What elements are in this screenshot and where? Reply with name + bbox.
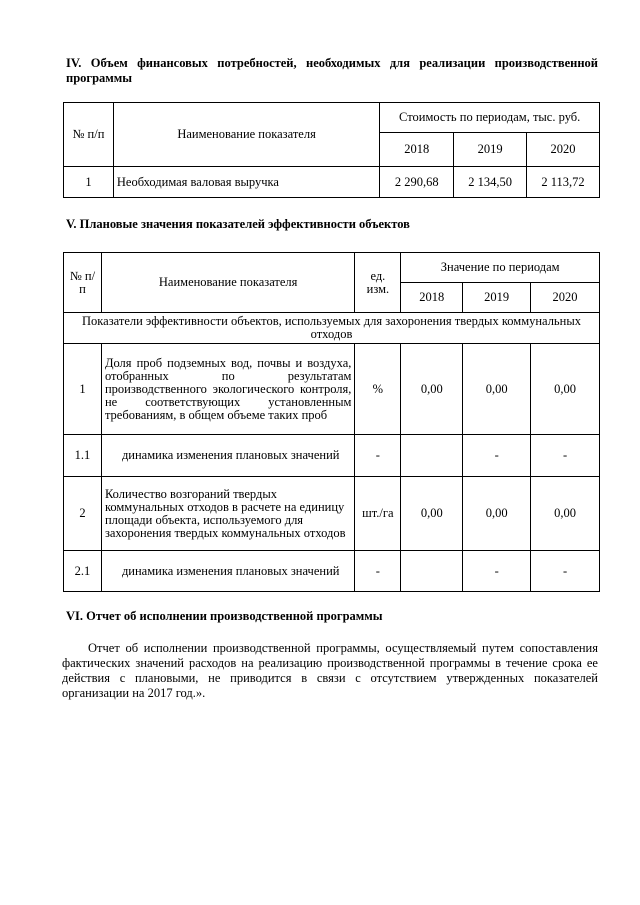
row-value: 2 113,72	[527, 167, 600, 198]
row-unit: %	[355, 344, 401, 435]
row-value	[401, 551, 463, 592]
header-cost: Стоимость по периодам, тыс. руб.	[380, 103, 600, 133]
row-value	[401, 435, 463, 477]
row-num: 1	[64, 167, 114, 198]
row-value: -	[463, 551, 531, 592]
table-row	[64, 477, 600, 551]
table-row	[64, 435, 600, 477]
efficiency-table	[63, 252, 600, 592]
row-value: -	[463, 435, 531, 477]
row-unit: -	[355, 435, 401, 477]
table-row	[64, 344, 600, 435]
report-paragraph: Отчет об исполнении производственной программы, осуществляемый путем сопоставления фактических значений расходов на реализацию производственной программы в течение срока ее действия с плановыми, не приводится в связи с отсутствием утвержденных показателей организации на 2017 год.».	[62, 641, 598, 700]
section-6-heading: VI. Отчет об исполнении производственной программы	[66, 609, 383, 623]
row-value: 0,00	[463, 344, 531, 435]
row-value: 0,00	[531, 344, 600, 435]
section-5-heading: V. Плановые значения показателей эффективности объектов	[66, 217, 410, 231]
header-year: 2020	[531, 283, 600, 313]
table-row	[64, 551, 600, 592]
header-name: Наименование показателя	[113, 103, 379, 167]
header-num: № п/п	[64, 253, 102, 313]
row-num: 1.1	[64, 435, 102, 477]
header-name: Наименование показателя	[101, 253, 354, 313]
row-value: 0,00	[531, 477, 600, 551]
row-value: 0,00	[401, 477, 463, 551]
row-value: 0,00	[463, 477, 531, 551]
row-value: -	[531, 435, 600, 477]
row-value: -	[531, 551, 600, 592]
row-name: Необходимая валовая выручка	[113, 167, 379, 198]
header-year: 2020	[527, 133, 600, 167]
section-4-heading: IV. Объем финансовых потребностей, необходимых для реализации производственной программы	[66, 56, 598, 85]
row-unit: -	[355, 551, 401, 592]
table-row	[64, 167, 600, 198]
header-year: 2019	[454, 133, 527, 167]
row-name: Доля проб подземных вод, почвы и воздуха, отобранных по результатам производственного экологического контроля, не соответствующих установленным требованиям, в общем объеме таких проб	[101, 344, 354, 435]
row-name: динамика изменения плановых значений	[101, 551, 354, 592]
header-year: 2018	[401, 283, 463, 313]
header-num: № п/п	[64, 103, 114, 167]
row-name: динамика изменения плановых значений	[101, 435, 354, 477]
row-value: 2 134,50	[454, 167, 527, 198]
row-num: 2.1	[64, 551, 102, 592]
row-value: 2 290,68	[380, 167, 454, 198]
row-num: 2	[64, 477, 102, 551]
header-unit: ед. изм.	[355, 253, 401, 313]
header-year: 2018	[380, 133, 454, 167]
header-value: Значение по периодам	[401, 253, 600, 283]
group-title: Показатели эффективности объектов, используемых для захоронения твердых коммунальных отходов	[64, 313, 600, 344]
financial-needs-table	[63, 102, 600, 198]
row-value: 0,00	[401, 344, 463, 435]
row-num: 1	[64, 344, 102, 435]
header-year: 2019	[463, 283, 531, 313]
row-name: Количество возгораний твердых коммунальных отходов в расчете на единицу площади объекта, используемого для захоронения твердых коммунальных отходов	[101, 477, 354, 551]
row-unit: шт./га	[355, 477, 401, 551]
